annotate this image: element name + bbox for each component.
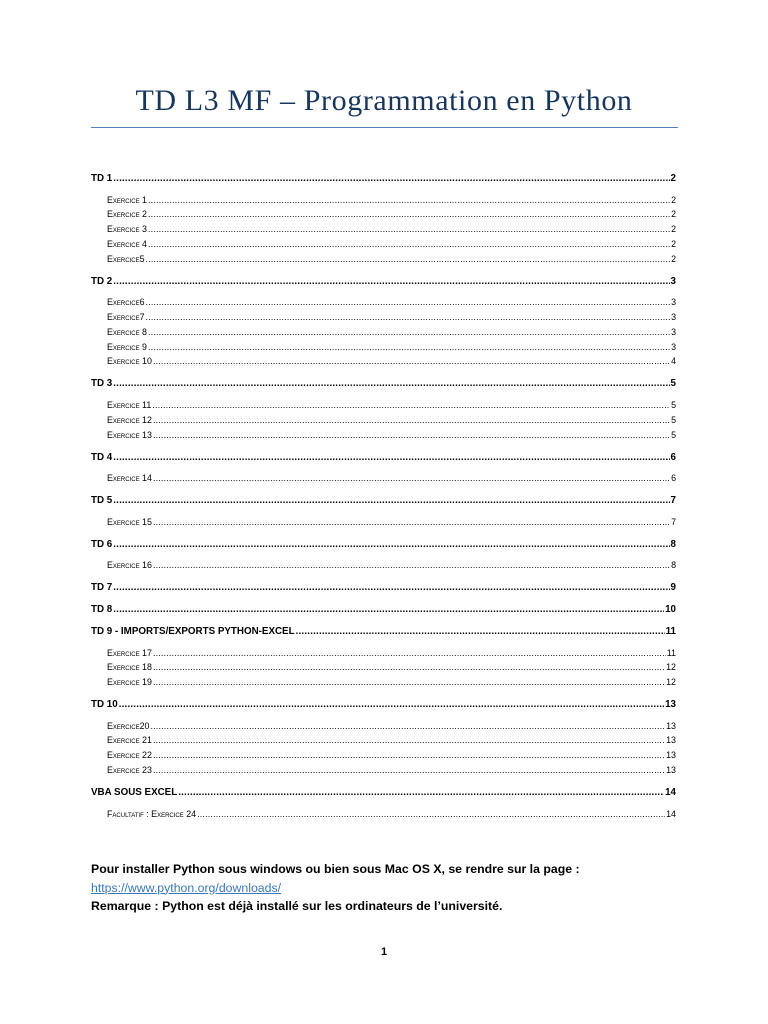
remark-text: Remarque : Python est déjà installé sur les ordinateurs de l’université.	[91, 899, 503, 913]
toc-section-entry[interactable]	[91, 276, 676, 287]
toc-entry-label: Facultatif : Exercice 24	[107, 808, 197, 819]
toc-dot-leader	[153, 517, 670, 527]
toc-exercise-entry[interactable]	[107, 648, 676, 658]
toc-exercise-entry[interactable]	[107, 735, 676, 745]
toc-entry-page-number: 13	[666, 765, 676, 775]
toc-entry-label: Exercice6	[107, 297, 145, 308]
toc-section-entry[interactable]	[91, 378, 676, 389]
toc-dot-leader	[153, 430, 670, 440]
toc-entry-page-number: 14	[665, 787, 676, 798]
toc-dot-leader	[119, 699, 664, 710]
toc-section-entry[interactable]	[91, 582, 676, 593]
toc-exercise-entry[interactable]	[107, 415, 676, 425]
toc-entry-label: TD 2	[91, 275, 113, 287]
toc-exercise-entry[interactable]	[107, 400, 676, 410]
toc-dot-leader	[153, 415, 670, 425]
toc-dot-leader	[146, 312, 671, 322]
toc-section-entry[interactable]	[91, 787, 676, 798]
toc-entry-label: Exercice 19	[107, 677, 152, 688]
toc-entry-label: Exercice 17	[107, 647, 152, 658]
toc-dot-leader	[153, 473, 670, 483]
toc-entry-label: Exercice 9	[107, 341, 147, 352]
toc-entry-page-number: 3	[671, 326, 676, 337]
toc-dot-leader	[113, 173, 669, 184]
toc-exercise-entry[interactable]	[107, 517, 676, 527]
toc-entry-label: Exercice 23	[107, 765, 152, 775]
toc-entry-page-number: 5	[671, 414, 676, 425]
toc-dot-leader	[148, 209, 670, 219]
toc-entry-label: Exercice20	[107, 720, 150, 731]
toc-entry-page-number: 10	[665, 604, 676, 615]
toc-dot-leader	[178, 787, 664, 798]
toc-entry-page-number: 5	[671, 429, 676, 440]
toc-exercise-entry[interactable]	[107, 430, 676, 440]
toc-exercise-entry[interactable]	[107, 254, 676, 264]
toc-exercise-entry[interactable]	[107, 750, 676, 760]
toc-entry-label: Exercice 12	[107, 414, 152, 425]
toc-dot-leader	[197, 809, 665, 819]
toc-entry-label: VBA SOUS EXCEL	[91, 787, 178, 798]
toc-entry-label: Exercice 4	[107, 238, 147, 249]
toc-exercise-entry[interactable]	[107, 297, 676, 307]
toc-entry-label: Exercice 3	[107, 224, 147, 235]
toc-entry-page-number: 12	[666, 677, 676, 688]
toc-dot-leader	[146, 297, 671, 307]
toc-entry-label: TD 3	[91, 378, 113, 390]
toc-entry-page-number: 7	[671, 516, 676, 527]
toc-entry-page-number: 3	[671, 341, 676, 352]
toc-dot-leader	[148, 239, 670, 249]
toc-entry-page-number: 3	[671, 297, 676, 308]
toc-entry-page-number: 8	[670, 538, 676, 550]
toc-entry-page-number: 2	[671, 253, 676, 264]
toc-entry-label: Exercice 8	[107, 326, 147, 337]
toc-entry-label: TD 5	[91, 495, 113, 506]
toc-entry-page-number: 2	[671, 194, 676, 205]
toc-exercise-entry[interactable]	[107, 356, 676, 366]
toc-entry-label: Exercice 22	[107, 750, 152, 761]
toc-dot-leader	[153, 356, 670, 366]
toc-entry-label: TD 4	[91, 451, 113, 463]
install-instruction: Pour installer Python sous windows ou bien sous Mac OS X, se rendre sur la page :	[91, 862, 580, 876]
toc-entry-label: TD 6	[91, 538, 113, 550]
toc-exercise-entry[interactable]	[107, 195, 676, 205]
toc-entry-label: Exercice 1	[107, 194, 147, 205]
page-number: 1	[380, 946, 388, 958]
toc-dot-leader	[153, 560, 670, 570]
toc-entry-page-number: 5	[671, 399, 676, 410]
toc-entry-label: Exercice 10	[107, 356, 152, 367]
toc-dot-leader	[148, 195, 670, 205]
toc-dot-leader	[150, 721, 665, 731]
toc-dot-leader	[153, 662, 665, 672]
toc-exercise-entry[interactable]	[107, 342, 676, 352]
toc-entry-page-number: 2	[671, 209, 676, 220]
toc-section-entry[interactable]	[91, 495, 676, 506]
toc-entry-label: TD 9 - IMPORTS/EXPORTS PYTHON-EXCEL	[91, 626, 295, 637]
toc-dot-leader	[153, 648, 666, 658]
toc-entry-page-number: 12	[666, 662, 676, 673]
toc-entry-page-number: 2	[671, 238, 676, 249]
toc-section-entry[interactable]	[91, 626, 676, 637]
toc-entry-page-number: 11	[665, 626, 676, 637]
toc-exercise-entry[interactable]	[107, 312, 676, 322]
toc-dot-leader	[153, 765, 665, 775]
document-title: TD L3 MF – Programmation en Python	[135, 84, 633, 117]
toc-entry-page-number: 14	[666, 808, 676, 819]
toc-entry-page-number: 11	[666, 647, 676, 658]
toc-entry-label: Exercice5	[107, 253, 145, 264]
toc-entry-label: Exercice 13	[107, 429, 152, 440]
toc-exercise-entry[interactable]	[107, 473, 676, 483]
toc-entry-page-number: 8	[671, 560, 676, 570]
toc-section-entry[interactable]	[91, 699, 676, 710]
toc-entry-page-number: 3	[671, 312, 676, 322]
toc-section-entry[interactable]	[91, 173, 676, 184]
toc-dot-leader	[148, 224, 670, 234]
toc-dot-leader	[113, 276, 669, 287]
toc-entry-label: Exercice 2	[107, 209, 147, 220]
toc-entry-page-number: 6	[671, 473, 676, 483]
toc-dot-leader	[146, 254, 671, 264]
toc-dot-leader	[113, 378, 669, 389]
toc-entry-label: TD 8	[91, 604, 113, 615]
toc-dot-leader	[153, 677, 665, 687]
python-download-link[interactable]: https://www.python.org/downloads/	[91, 880, 282, 895]
toc-section-entry[interactable]	[91, 539, 676, 550]
toc-dot-leader	[113, 539, 669, 550]
toc-section-entry[interactable]	[91, 604, 676, 615]
toc-entry-label: TD 1	[91, 173, 113, 184]
toc-entry-label: Exercice 18	[107, 662, 152, 673]
toc-entry-label: Exercice 16	[107, 560, 152, 570]
toc-dot-leader	[148, 327, 670, 337]
toc-dot-leader	[148, 342, 670, 352]
toc-entry-page-number: 13	[665, 699, 676, 711]
toc-exercise-entry[interactable]	[107, 765, 676, 775]
toc-entry-page-number: 13	[666, 735, 676, 746]
toc-section-entry[interactable]	[91, 452, 676, 463]
toc-exercise-entry[interactable]	[107, 224, 676, 234]
toc-exercise-entry[interactable]	[107, 327, 676, 337]
toc-entry-page-number: 4	[671, 356, 676, 367]
toc-entry-page-number: 2	[670, 173, 676, 184]
toc-exercise-entry[interactable]	[107, 239, 676, 249]
toc-exercise-entry[interactable]	[107, 677, 676, 687]
toc-entry-label: Exercice 15	[107, 516, 152, 527]
toc-dot-leader	[113, 495, 669, 506]
toc-entry-label: TD 7	[91, 582, 113, 593]
toc-entry-label: Exercice 14	[107, 473, 152, 483]
toc-dot-leader	[113, 582, 669, 593]
toc-entry-page-number: 13	[666, 750, 676, 761]
toc-entry-label: TD 10	[91, 699, 118, 711]
toc-exercise-entry[interactable]	[107, 560, 676, 570]
toc-entry-page-number: 6	[670, 451, 676, 463]
toc-entry-page-number: 7	[670, 495, 676, 506]
toc-dot-leader	[296, 626, 665, 637]
toc-entry-page-number: 5	[670, 378, 676, 390]
toc-entry-label: Exercice7	[107, 312, 145, 322]
install-note	[91, 860, 691, 916]
toc-dot-leader	[153, 750, 665, 760]
toc-entry-label: Exercice 11	[107, 399, 152, 410]
toc-entry-page-number: 3	[670, 275, 676, 287]
toc-exercise-entry[interactable]	[107, 809, 676, 819]
toc-entry-page-number: 13	[666, 720, 676, 731]
toc-dot-leader	[113, 452, 669, 463]
toc-dot-leader	[113, 604, 664, 615]
toc-exercise-entry[interactable]	[107, 721, 676, 731]
toc-dot-leader	[153, 735, 665, 745]
toc-dot-leader	[152, 400, 670, 410]
toc-exercise-entry[interactable]	[107, 209, 676, 219]
toc-entry-page-number: 9	[670, 582, 676, 593]
toc-exercise-entry[interactable]	[107, 662, 676, 672]
toc-entry-page-number: 2	[671, 224, 676, 235]
toc-entry-label: Exercice 21	[107, 735, 152, 746]
